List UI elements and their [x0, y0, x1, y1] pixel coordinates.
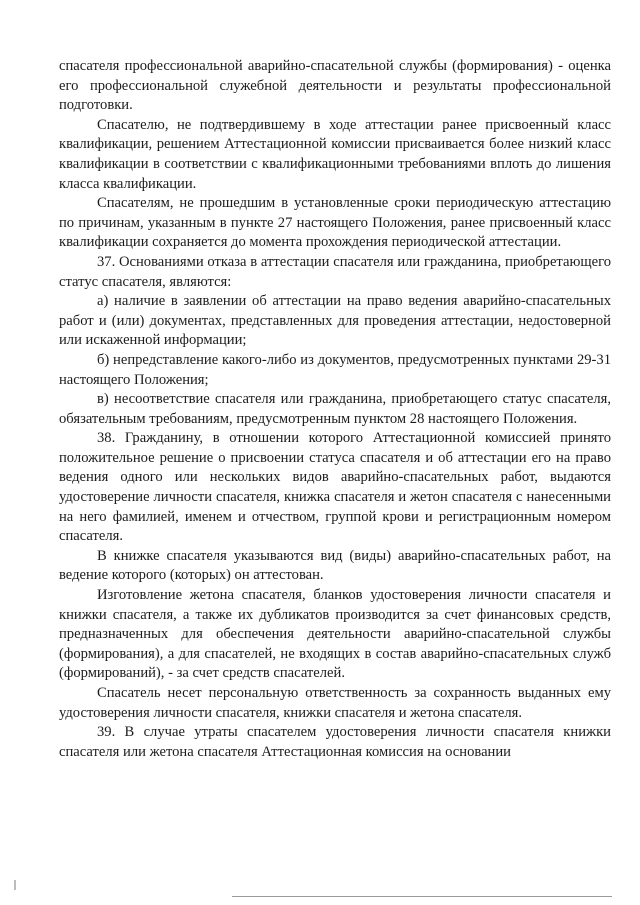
paragraph-10: Изготовление жетона спасателя, бланков удостоверения личности спасателя и книжки спасателя, а также их дубликатов производится за счет финансовых средств, предназначенных для обеспечения деятельности аварийно-спасательной службы (формирования), а для спасателей, не входящих в состав аварийно-спасательных служб (формирований), - за счет средств спасателей.	[59, 587, 611, 682]
paragraph-7: в) несоответствие спасателя или гражданина, приобретающего статус спасателя, обязательным требованиям, предусмотренным пунктом 28 настоящего Положения.	[59, 391, 611, 427]
paragraph-2: Спасателю, не подтвердившему в ходе аттестации ранее присвоенный класс квалификации, решением Аттестационной комиссии присваивается более низкий класс квалификации в соответствии с квалификационными требованиями вплоть до лишения класса квалификации.	[59, 116, 611, 192]
paragraph-3: Спасателям, не прошедшим в установленные сроки периодическую аттестацию по причинам, указанным в пункте 27 настоящего Положения, ранее присвоенный класс квалификации сохраняется до момента прохождения периодической аттестации.	[59, 195, 611, 251]
paragraph-6: б) непредставление какого-либо из документов, предусмотренных пунктами 29-31 настоящего Положения;	[59, 351, 611, 388]
scan-margin-mark	[14, 880, 16, 890]
paragraph-5: а) наличие в заявлении об аттестации на право ведения аварийно-спасательных работ и (или) документах, представленных для проведения аттестации, недостоверной или искаженной информации;	[59, 293, 611, 349]
paragraph-11: Спасатель несет персональную ответственность за сохранность выданных ему удостоверения личности спасателя, книжки спасателя и жетона спасателя.	[59, 685, 611, 721]
paragraph-8: 38. Гражданину, в отношении которого Аттестационной комиссией принято положительное решение о присвоении статуса спасателя и об аттестации его на право ведения одного или нескольких видов аварийно-спасательных работ, выдаются удостоверение личности спасателя, книжка спасателя и жетон спасателя с нанесенными на него фамилией, именем и отчеством, группой крови и регистрационным номером спасателя.	[59, 430, 611, 545]
paragraph-1: спасателя профессиональной аварийно-спасательной службы (формирования) - оценка его профессиональной служебной деятельности и результаты профессиональной подготовки.	[59, 58, 611, 114]
document-page	[59, 57, 611, 762]
paragraph-9: В книжке спасателя указываются вид (виды) аварийно-спасательных работ, на ведение которого (которых) он аттестован.	[59, 547, 611, 584]
paragraph-4: 37. Основаниями отказа в аттестации спасателя или гражданина, приобретающего статус спасателя, являются:	[59, 253, 611, 290]
paragraph-12: 39. В случае утраты спасателем удостоверения личности спасателя книжки спасателя или жетона спасателя Аттестационная комиссия на основании	[59, 724, 611, 760]
scan-edge-line	[232, 896, 612, 897]
